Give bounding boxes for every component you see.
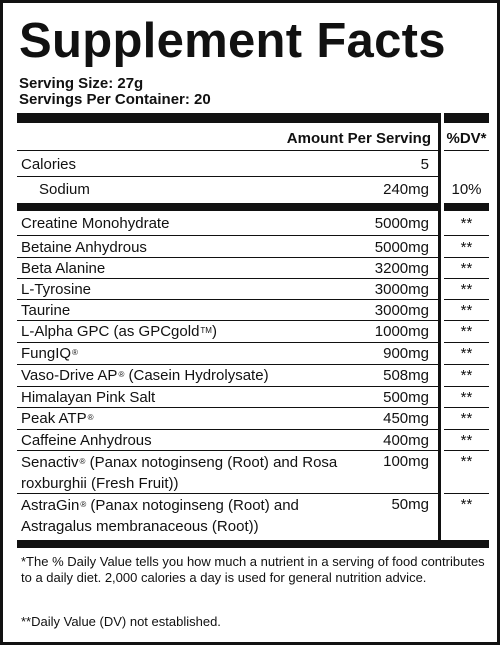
ingredient-name bbox=[21, 280, 91, 300]
ingredient-amount: 5000mg bbox=[374, 215, 429, 232]
row-divider bbox=[444, 342, 489, 343]
ingredient-dv: ** bbox=[460, 239, 473, 256]
top-bar-left bbox=[17, 113, 438, 123]
ingredient-amount: 500mg bbox=[383, 389, 429, 406]
row-divider bbox=[444, 299, 489, 300]
row-divider bbox=[444, 386, 489, 387]
row-divider bbox=[17, 342, 438, 343]
ingredient-name-suffix: (Panax notoginseng (Root) and Astragalus membranaceous (Root)) bbox=[21, 497, 299, 535]
bottom-bar bbox=[17, 540, 489, 548]
ingredient-name-text: Betaine Anhydrous bbox=[21, 239, 147, 256]
ingredient-name bbox=[21, 214, 169, 234]
top-bar-right bbox=[444, 113, 489, 123]
ingredient-dv: ** bbox=[460, 302, 473, 319]
ingredient-name-text: Senactiv bbox=[21, 454, 79, 471]
ingredient-name-suffix: ) bbox=[211, 323, 217, 340]
ingredient-name bbox=[21, 366, 269, 386]
row-divider bbox=[17, 299, 438, 300]
trademark-mark: ® bbox=[80, 500, 87, 509]
ingredient-amount: 400mg bbox=[383, 432, 429, 449]
ingredient-name-text: Peak ATP bbox=[21, 410, 87, 427]
ingredient-dv: ** bbox=[460, 432, 473, 449]
servings-per-container: Servings Per Container: 20 bbox=[19, 91, 211, 108]
ingredient-name-text: Caffeine Anhydrous bbox=[21, 432, 152, 449]
ingredient-amount: 508mg bbox=[383, 367, 429, 384]
ingredient-amount: 3000mg bbox=[374, 281, 429, 298]
column-separator bbox=[438, 113, 441, 548]
trademark-mark: TM bbox=[200, 326, 212, 335]
row-divider bbox=[444, 450, 489, 451]
ingredient-name bbox=[21, 388, 155, 408]
ingredient-name-text: AstraGin bbox=[21, 497, 80, 514]
row-divider bbox=[17, 278, 438, 279]
serving-size: Serving Size: 27g bbox=[19, 75, 144, 92]
ingredient-name bbox=[21, 344, 78, 364]
ingredient-amount: 1000mg bbox=[374, 323, 429, 340]
ingredient-name-suffix: (Panax notoginseng (Root) and Rosa roxburghii (Fresh Fruit)) bbox=[21, 454, 338, 492]
ingredient-dv: ** bbox=[460, 496, 473, 513]
ingredient-dv: ** bbox=[460, 281, 473, 298]
ingredient-amount: 3200mg bbox=[374, 260, 429, 277]
ingredient-dv: ** bbox=[460, 345, 473, 362]
row-divider bbox=[444, 235, 489, 236]
ingredient-name bbox=[21, 431, 152, 451]
ingredient-name bbox=[21, 238, 147, 258]
row-divider bbox=[17, 450, 438, 451]
ingredient-amount: 50mg bbox=[391, 496, 429, 513]
mid-bar-right bbox=[444, 203, 489, 211]
ingredient-name-suffix: (Casein Hydrolysate) bbox=[124, 367, 269, 384]
ingredient-dv: ** bbox=[460, 323, 473, 340]
ingredient-amount: 100mg bbox=[383, 453, 429, 470]
dv-footnote: *The % Daily Value tells you how much a nutrient in a serving of food contributes to a daily diet. 2,000 calories a day is used for general nutrition advice. bbox=[21, 554, 485, 585]
ingredient-name-text: L-Alpha GPC (as GPCgold bbox=[21, 323, 200, 340]
not-established-footnote: **Daily Value (DV) not established. bbox=[21, 614, 221, 629]
calories-divider bbox=[17, 176, 438, 177]
ingredient-name bbox=[21, 409, 94, 429]
row-divider bbox=[444, 364, 489, 365]
ingredient-name-text: Taurine bbox=[21, 302, 71, 319]
ingredient-name-text: L-Tyrosine bbox=[21, 281, 92, 298]
ingredient-name bbox=[21, 495, 351, 537]
row-divider bbox=[17, 320, 438, 321]
ingredient-amount: 900mg bbox=[383, 345, 429, 362]
trademark-mark: ® bbox=[72, 348, 78, 357]
header-divider-right bbox=[444, 150, 489, 151]
ingredient-name bbox=[21, 452, 351, 494]
ingredient-name-text: FungIQ bbox=[21, 345, 72, 362]
ingredient-name-text: Vaso-Drive AP bbox=[21, 367, 118, 384]
ingredient-dv: ** bbox=[460, 453, 473, 470]
sodium-amount: 240mg bbox=[383, 181, 429, 198]
ingredient-amount: 450mg bbox=[383, 410, 429, 427]
row-divider bbox=[17, 257, 438, 258]
ingredient-dv: ** bbox=[460, 389, 473, 406]
ingredient-dv: ** bbox=[460, 260, 473, 277]
ingredient-dv: ** bbox=[460, 215, 473, 232]
row-divider bbox=[444, 407, 489, 408]
label-title: Supplement Facts bbox=[19, 14, 446, 68]
calories-label: Calories bbox=[21, 156, 77, 173]
row-divider bbox=[17, 429, 438, 430]
sodium-dv: 10% bbox=[451, 181, 482, 198]
row-divider bbox=[17, 407, 438, 408]
ingredient-amount: 5000mg bbox=[374, 239, 429, 256]
trademark-mark: ® bbox=[87, 413, 94, 422]
ingredient-name bbox=[21, 301, 70, 321]
dv-header: %DV* bbox=[446, 130, 487, 147]
row-divider bbox=[17, 493, 438, 494]
trademark-mark: ® bbox=[118, 370, 125, 379]
row-divider bbox=[444, 493, 489, 494]
ingredient-name-text: Creatine Monohydrate bbox=[21, 215, 170, 232]
sodium-label: Sodium bbox=[39, 181, 90, 198]
amount-per-serving-header: Amount Per Serving bbox=[286, 130, 431, 147]
ingredient-dv: ** bbox=[460, 410, 473, 427]
mid-bar-left bbox=[17, 203, 438, 211]
ingredient-amount: 3000mg bbox=[374, 302, 429, 319]
row-divider bbox=[17, 364, 438, 365]
ingredient-name bbox=[21, 322, 217, 342]
ingredient-name-text: Himalayan Pink Salt bbox=[21, 389, 156, 406]
row-divider bbox=[17, 235, 438, 236]
row-divider bbox=[444, 278, 489, 279]
row-divider bbox=[444, 257, 489, 258]
row-divider bbox=[444, 429, 489, 430]
ingredient-name bbox=[21, 259, 105, 279]
ingredient-dv: ** bbox=[460, 367, 473, 384]
row-divider bbox=[444, 320, 489, 321]
trademark-mark: ® bbox=[79, 457, 86, 466]
ingredient-name-text: Beta Alanine bbox=[21, 260, 106, 277]
calories-amount: 5 bbox=[420, 156, 429, 173]
row-divider bbox=[17, 386, 438, 387]
header-divider-left bbox=[17, 150, 438, 151]
